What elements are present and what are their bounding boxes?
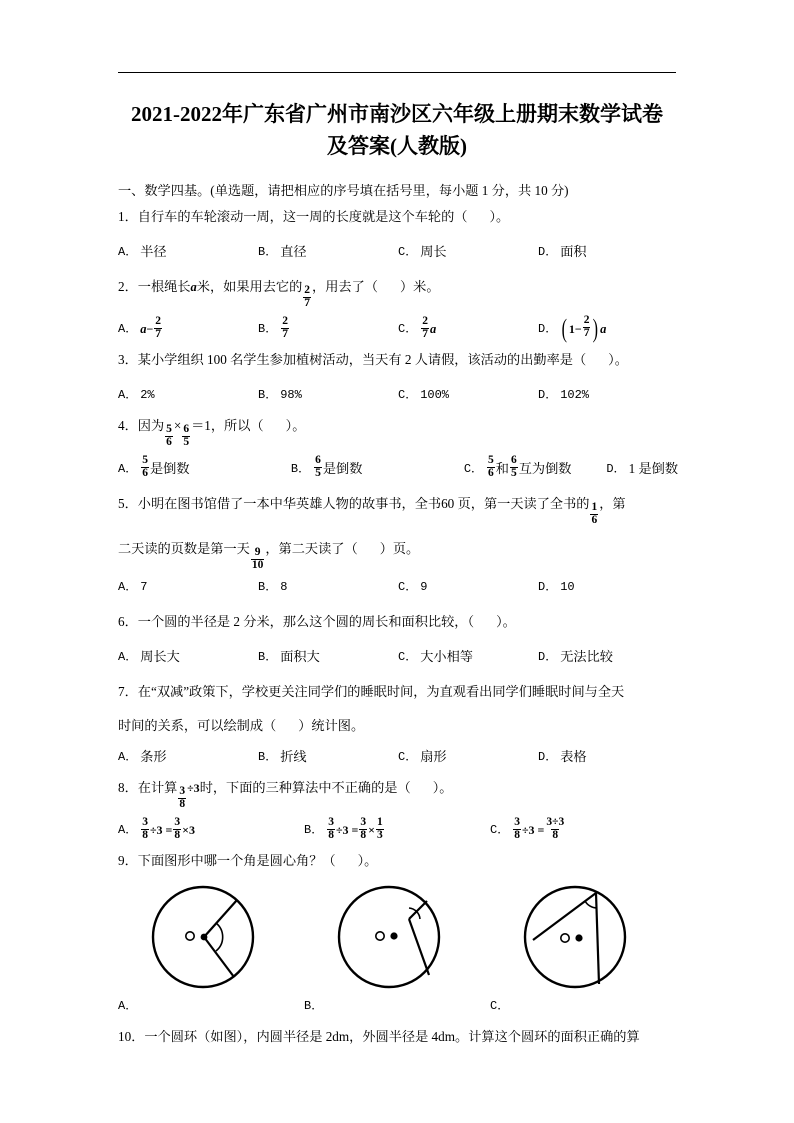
question-4-options [118, 456, 678, 482]
option-text: 102% [560, 388, 590, 403]
denominator: 5 [183, 436, 190, 449]
question-6-option-d[interactable] [538, 644, 678, 670]
question-2-stem [118, 274, 678, 311]
fraction-6-5 [314, 455, 322, 479]
option-text: 9 [420, 579, 428, 594]
option-label: A． [118, 388, 138, 403]
option-label: A． [118, 245, 138, 259]
fraction-2-7 [303, 285, 311, 309]
option-label: C． [463, 461, 484, 476]
question-3-option-a[interactable] [118, 382, 258, 408]
ray-lower [204, 937, 234, 977]
question-5-option-b[interactable] [258, 574, 398, 600]
left-paren: ( [561, 314, 568, 344]
option-label: A． [118, 579, 138, 594]
denominator: 7 [583, 326, 590, 339]
option-label: C． [398, 388, 418, 403]
circle-b-svg [330, 878, 448, 996]
fraction-5-6 [487, 455, 495, 479]
question-8-stem-post: ）。 [432, 779, 453, 795]
question-3-stem-post: ）。 [608, 352, 628, 368]
ray-lower [409, 919, 429, 975]
parenthesized-expr [560, 316, 600, 342]
question-1 [118, 204, 678, 274]
question-1-options [118, 239, 678, 265]
denominator: 3 [376, 828, 383, 841]
question-7-option-a[interactable] [118, 744, 258, 770]
question-8-option-a[interactable] [118, 817, 304, 843]
option-label: C． [398, 749, 418, 764]
option-label: C． [398, 245, 418, 259]
ray-upper [409, 901, 427, 919]
right-paren: ) [593, 314, 599, 344]
numerator: 3 [179, 784, 186, 797]
option-text: 半径 [140, 244, 167, 259]
question-2-option-a[interactable] [118, 316, 258, 342]
numerator: 1 [376, 815, 383, 828]
question-5-line2-a: 二天读的页数是第一天 [118, 541, 250, 557]
figure-b-circle-diagram [330, 878, 448, 1001]
center-label-o [186, 932, 194, 940]
question-2-stem-a: 2．一根绳长 [118, 279, 191, 294]
option-label: B． [258, 245, 278, 259]
option-text: 无法比较 [560, 648, 613, 664]
numerator: 2 [282, 315, 288, 328]
question-3-stem [118, 347, 678, 373]
option-label: D． [538, 322, 558, 337]
question-3-option-d[interactable] [538, 382, 678, 408]
option-text: 直径 [280, 244, 307, 259]
fraction-3-8 [359, 817, 367, 841]
fraction-2-7 [154, 316, 162, 340]
option-label: A． [118, 322, 138, 337]
fraction-2-7 [583, 315, 591, 339]
question-3-stem-pre: 3．某小学组织 100 名学生参加植树活动，当天有 2 人请假，该活动的出勤率是（ [118, 352, 587, 368]
denominator: 7 [304, 296, 311, 309]
numerator: 2 [422, 315, 428, 328]
option-label: D． [538, 649, 558, 664]
fraction-3-8 [173, 817, 181, 841]
equals-sign: = [348, 823, 359, 838]
fraction-3-8 [513, 817, 521, 841]
option-text: 7 [140, 579, 148, 594]
option-text: 面积大 [280, 648, 320, 664]
option-text: 条形 [140, 748, 167, 764]
divide-by-3: ÷3 [187, 780, 200, 795]
minus-sign: − [574, 322, 582, 337]
fraction-5-6 [165, 424, 173, 448]
question-3 [118, 347, 678, 413]
option-label: B． [304, 823, 324, 838]
question-2-stem-post: ）米。 [399, 279, 440, 294]
option-text: 98% [280, 388, 302, 403]
denominator: 8 [179, 797, 186, 810]
circle-outline [339, 887, 439, 987]
denominator: 10 [251, 559, 264, 572]
denominator: 7 [282, 327, 288, 340]
question-8-stem [118, 775, 678, 812]
numerator: 6 [183, 423, 190, 436]
option-label: B． [258, 322, 278, 337]
numerator: 2 [583, 314, 590, 327]
question-1-stem-pre: 1．自行车的车轮滚动一周，这一周的长度就是这个车轮的（ [118, 209, 468, 224]
question-8 [118, 775, 678, 848]
question-9-figures [118, 878, 678, 996]
divide-sign: ÷3 [521, 823, 535, 838]
option-text: 8 [280, 579, 288, 594]
exam-content [118, 178, 678, 1050]
denominator: 6 [591, 513, 598, 526]
question-2-stem-b: 米，如果用去它的 [196, 279, 303, 294]
numerator: 5 [142, 454, 148, 467]
question-6 [118, 609, 678, 679]
fraction-6-5 [510, 455, 518, 479]
variable-a: a [429, 322, 437, 337]
option-label: D． [538, 579, 558, 594]
question-5-option-d[interactable] [538, 574, 678, 600]
fraction-9-10 [251, 547, 265, 571]
question-4-option-a[interactable] [118, 456, 291, 482]
option-text: 折线 [280, 748, 307, 764]
option-label: C． [398, 649, 418, 664]
option-text: 表格 [560, 748, 587, 764]
circle-c-svg [516, 878, 634, 996]
question-6-stem-post: ）。 [496, 613, 516, 629]
question-1-option-d[interactable] [538, 239, 678, 265]
title-line-2: 及答案(人教版) [327, 134, 467, 158]
option-label: C． [398, 579, 418, 594]
fraction-5-6 [141, 455, 149, 479]
option-text: 1 是倒数 [628, 460, 679, 476]
question-7-stem-line-2 [118, 713, 678, 739]
question-5-stem-line-2 [118, 536, 678, 573]
question-1-option-b[interactable] [258, 239, 398, 265]
option-label: B． [258, 579, 278, 594]
question-5-stem-line-1 [118, 491, 678, 528]
question-3-option-c[interactable] [398, 382, 538, 408]
numerator: 3÷3 [546, 815, 565, 828]
times-sign: ×3 [182, 823, 195, 838]
question-6-option-a[interactable] [118, 644, 258, 670]
fraction-1-6 [590, 502, 598, 526]
minus-sign: − [146, 322, 154, 337]
figure-label-c[interactable] [490, 996, 509, 1015]
option-label: C． [398, 322, 418, 337]
denominator: 7 [155, 327, 162, 340]
question-5 [118, 491, 678, 609]
question-6-stem-pre: 6．一个圆的半径是 2 分米，那么这个圆的周长和面积比较，（ [118, 613, 475, 629]
question-9-stem-post: ）。 [357, 853, 378, 869]
option-text: 是倒数 [322, 460, 363, 476]
question-2-option-d[interactable] [538, 316, 678, 342]
option-text: 10 [560, 579, 575, 594]
option-label: B． [290, 461, 311, 476]
question-1-option-c[interactable] [398, 239, 538, 265]
numerator: 6 [315, 454, 321, 467]
question-9 [118, 848, 678, 1024]
angle-arc [216, 923, 223, 951]
question-7-option-b[interactable] [258, 744, 398, 770]
chord-vertical [596, 893, 599, 984]
question-1-option-a[interactable] [118, 239, 258, 265]
option-text: 100% [420, 388, 450, 403]
question-7-line2-a: 时间的关系，可以绘制成（ [118, 717, 277, 733]
option-label: D． [538, 749, 558, 764]
numerator: 6 [510, 454, 517, 467]
numerator: 3 [142, 815, 148, 828]
denominator: 6 [142, 467, 148, 480]
option-label: A． [118, 461, 138, 476]
question-10-stem-line-1: 10．一个圆环（如图），内圆半径是 2dm，外圆半径是 4dm。计算这个圆环的面积正确的算 [118, 1029, 640, 1045]
question-4-option-c[interactable] [464, 456, 607, 482]
question-7-stem-line-1: 7．在“双减”政策下，学校更关注同学们的睡眠时间，为直观看出同学们睡眠时间与全天 [118, 683, 625, 699]
multiply-sign: × [173, 418, 182, 434]
option-label: C． [490, 823, 510, 838]
option-label: D． [606, 461, 626, 476]
fraction-3-8 [178, 786, 186, 810]
question-7-options [118, 744, 678, 770]
question-5-options [118, 574, 678, 600]
conjunction: 和 [495, 460, 509, 476]
document-title [97, 98, 697, 162]
option-text: 扇形 [420, 748, 447, 764]
question-1-stem-post: ）。 [489, 209, 510, 224]
denominator: 8 [328, 828, 334, 841]
option-label: D． [538, 388, 558, 403]
question-5-option-c[interactable] [398, 574, 538, 600]
question-8-options [118, 817, 678, 843]
denominator: 8 [174, 828, 181, 841]
fraction-3-8 [327, 817, 335, 841]
question-5-line2-b: ，第二天读了（ [265, 541, 358, 557]
question-8-option-c[interactable] [490, 817, 650, 843]
equals-sign: = [534, 823, 545, 838]
figure-a-circle-diagram [144, 878, 262, 1001]
option-text: 周长 [420, 244, 447, 259]
numerator: 2 [155, 315, 162, 328]
fraction-3-8 [141, 817, 149, 841]
center-label-o [561, 934, 569, 942]
numerator: 3 [174, 815, 181, 828]
section-heading: 一、数学四基。(单选题，请把相应的序号填在括号里，每小题 1 分，共 10 分) [118, 183, 569, 198]
denominator: 8 [514, 828, 520, 841]
denominator: 6 [166, 436, 172, 449]
numerator: 5 [166, 423, 172, 436]
question-4 [118, 413, 678, 490]
numerator: 1 [591, 500, 598, 513]
label-text: B． [304, 999, 324, 1014]
question-3-options [118, 382, 678, 408]
one: 1 [568, 322, 575, 337]
option-label: B． [258, 388, 278, 403]
equals-sign: = [162, 823, 173, 838]
question-4-stem [118, 413, 678, 450]
header-rule [118, 72, 676, 73]
center-dot [575, 935, 582, 942]
denominator: 8 [142, 828, 148, 841]
variable-a: a [190, 280, 197, 294]
question-7 [118, 679, 678, 775]
question-6-option-c[interactable] [398, 644, 538, 670]
option-label: A． [118, 823, 138, 838]
times-sign: × [368, 823, 375, 838]
fraction-2-7 [421, 316, 429, 340]
question-5-line1-b: ，第 [599, 495, 626, 511]
question-6-stem [118, 609, 678, 635]
question-4-option-b[interactable] [291, 456, 464, 482]
variable-a: a [600, 322, 607, 337]
denominator: 5 [510, 467, 517, 480]
denominator: 6 [488, 467, 494, 480]
option-label: A． [118, 749, 138, 764]
question-10 [118, 1024, 678, 1050]
divide-sign: ÷3 [335, 823, 349, 838]
fraction-2-7 [281, 316, 289, 340]
question-2-option-b[interactable] [258, 316, 398, 342]
question-4-option-d[interactable] [606, 456, 678, 482]
divide-sign: ÷3 [149, 823, 163, 838]
question-8-stem-a: 8．在计算 [118, 779, 178, 795]
numerator: 9 [254, 546, 261, 559]
denominator: 8 [552, 828, 559, 841]
option-text: 2% [140, 388, 155, 403]
denominator: 8 [360, 828, 367, 841]
numerator: 3 [514, 815, 520, 828]
numerator: 3 [360, 815, 367, 828]
question-8-stem-b: 时，下面的三种算法中不正确的是（ [199, 779, 411, 795]
label-text: A． [118, 999, 138, 1014]
numerator: 5 [488, 454, 494, 467]
fraction-3div3-over-8 [545, 817, 565, 841]
question-9-stem [118, 848, 678, 874]
option-label: A． [118, 649, 138, 664]
center-dot [390, 933, 397, 940]
option-text: 互为倒数 [518, 460, 572, 476]
question-2-option-c[interactable] [398, 316, 538, 342]
question-2-stem-c: ，用去了（ [312, 279, 378, 294]
center-label-o [376, 932, 384, 940]
question-8-option-b[interactable] [304, 817, 490, 843]
denominator: 5 [315, 467, 321, 480]
question-1-stem [118, 204, 678, 230]
circle-a-svg [144, 878, 262, 996]
option-text: 大小相等 [420, 648, 473, 664]
question-5-line1-a: 5．小明在图书馆借了一本中华英雄人物的故事书，全书60 页，第一天读了全书的 [118, 495, 590, 511]
circle-outline [525, 887, 625, 987]
question-5-option-a[interactable] [118, 574, 258, 600]
question-2-options [118, 316, 678, 342]
option-text: 是倒数 [149, 460, 190, 476]
option-label: B． [258, 749, 278, 764]
question-6-option-b[interactable] [258, 644, 398, 670]
label-text: C． [490, 999, 510, 1014]
question-7-option-d[interactable] [538, 744, 678, 770]
question-7-line2-b: ）统计图。 [298, 717, 365, 733]
ray-upper [204, 900, 237, 937]
question-4-stem-a: 4．因为 [118, 418, 165, 434]
option-text: 面积 [560, 244, 587, 259]
numerator: 3 [328, 815, 334, 828]
title-line-1: 2021-2022年广东省广州市南沙区六年级上册期末数学试卷 [131, 102, 663, 126]
question-9-stem-pre: 9．下面图形中哪一个角是圆心角？（ [118, 853, 336, 869]
option-expr: a [140, 322, 147, 337]
figure-c-circle-diagram [516, 878, 634, 1001]
fraction-1-3 [376, 817, 384, 841]
numerator: 2 [304, 284, 311, 297]
question-7-option-c[interactable] [398, 744, 538, 770]
question-6-options [118, 644, 678, 670]
question-2 [118, 274, 678, 347]
question-4-stem-b: ＝1，所以（ [191, 418, 264, 434]
question-4-stem-post: ）。 [285, 418, 306, 434]
question-3-option-b[interactable] [258, 382, 398, 408]
fraction-6-5 [182, 424, 190, 448]
denominator: 7 [422, 327, 428, 340]
question-5-line2-post: ）页。 [379, 541, 420, 557]
option-label: B． [258, 649, 278, 664]
option-label: D． [538, 245, 558, 259]
option-text: 周长大 [140, 648, 180, 664]
